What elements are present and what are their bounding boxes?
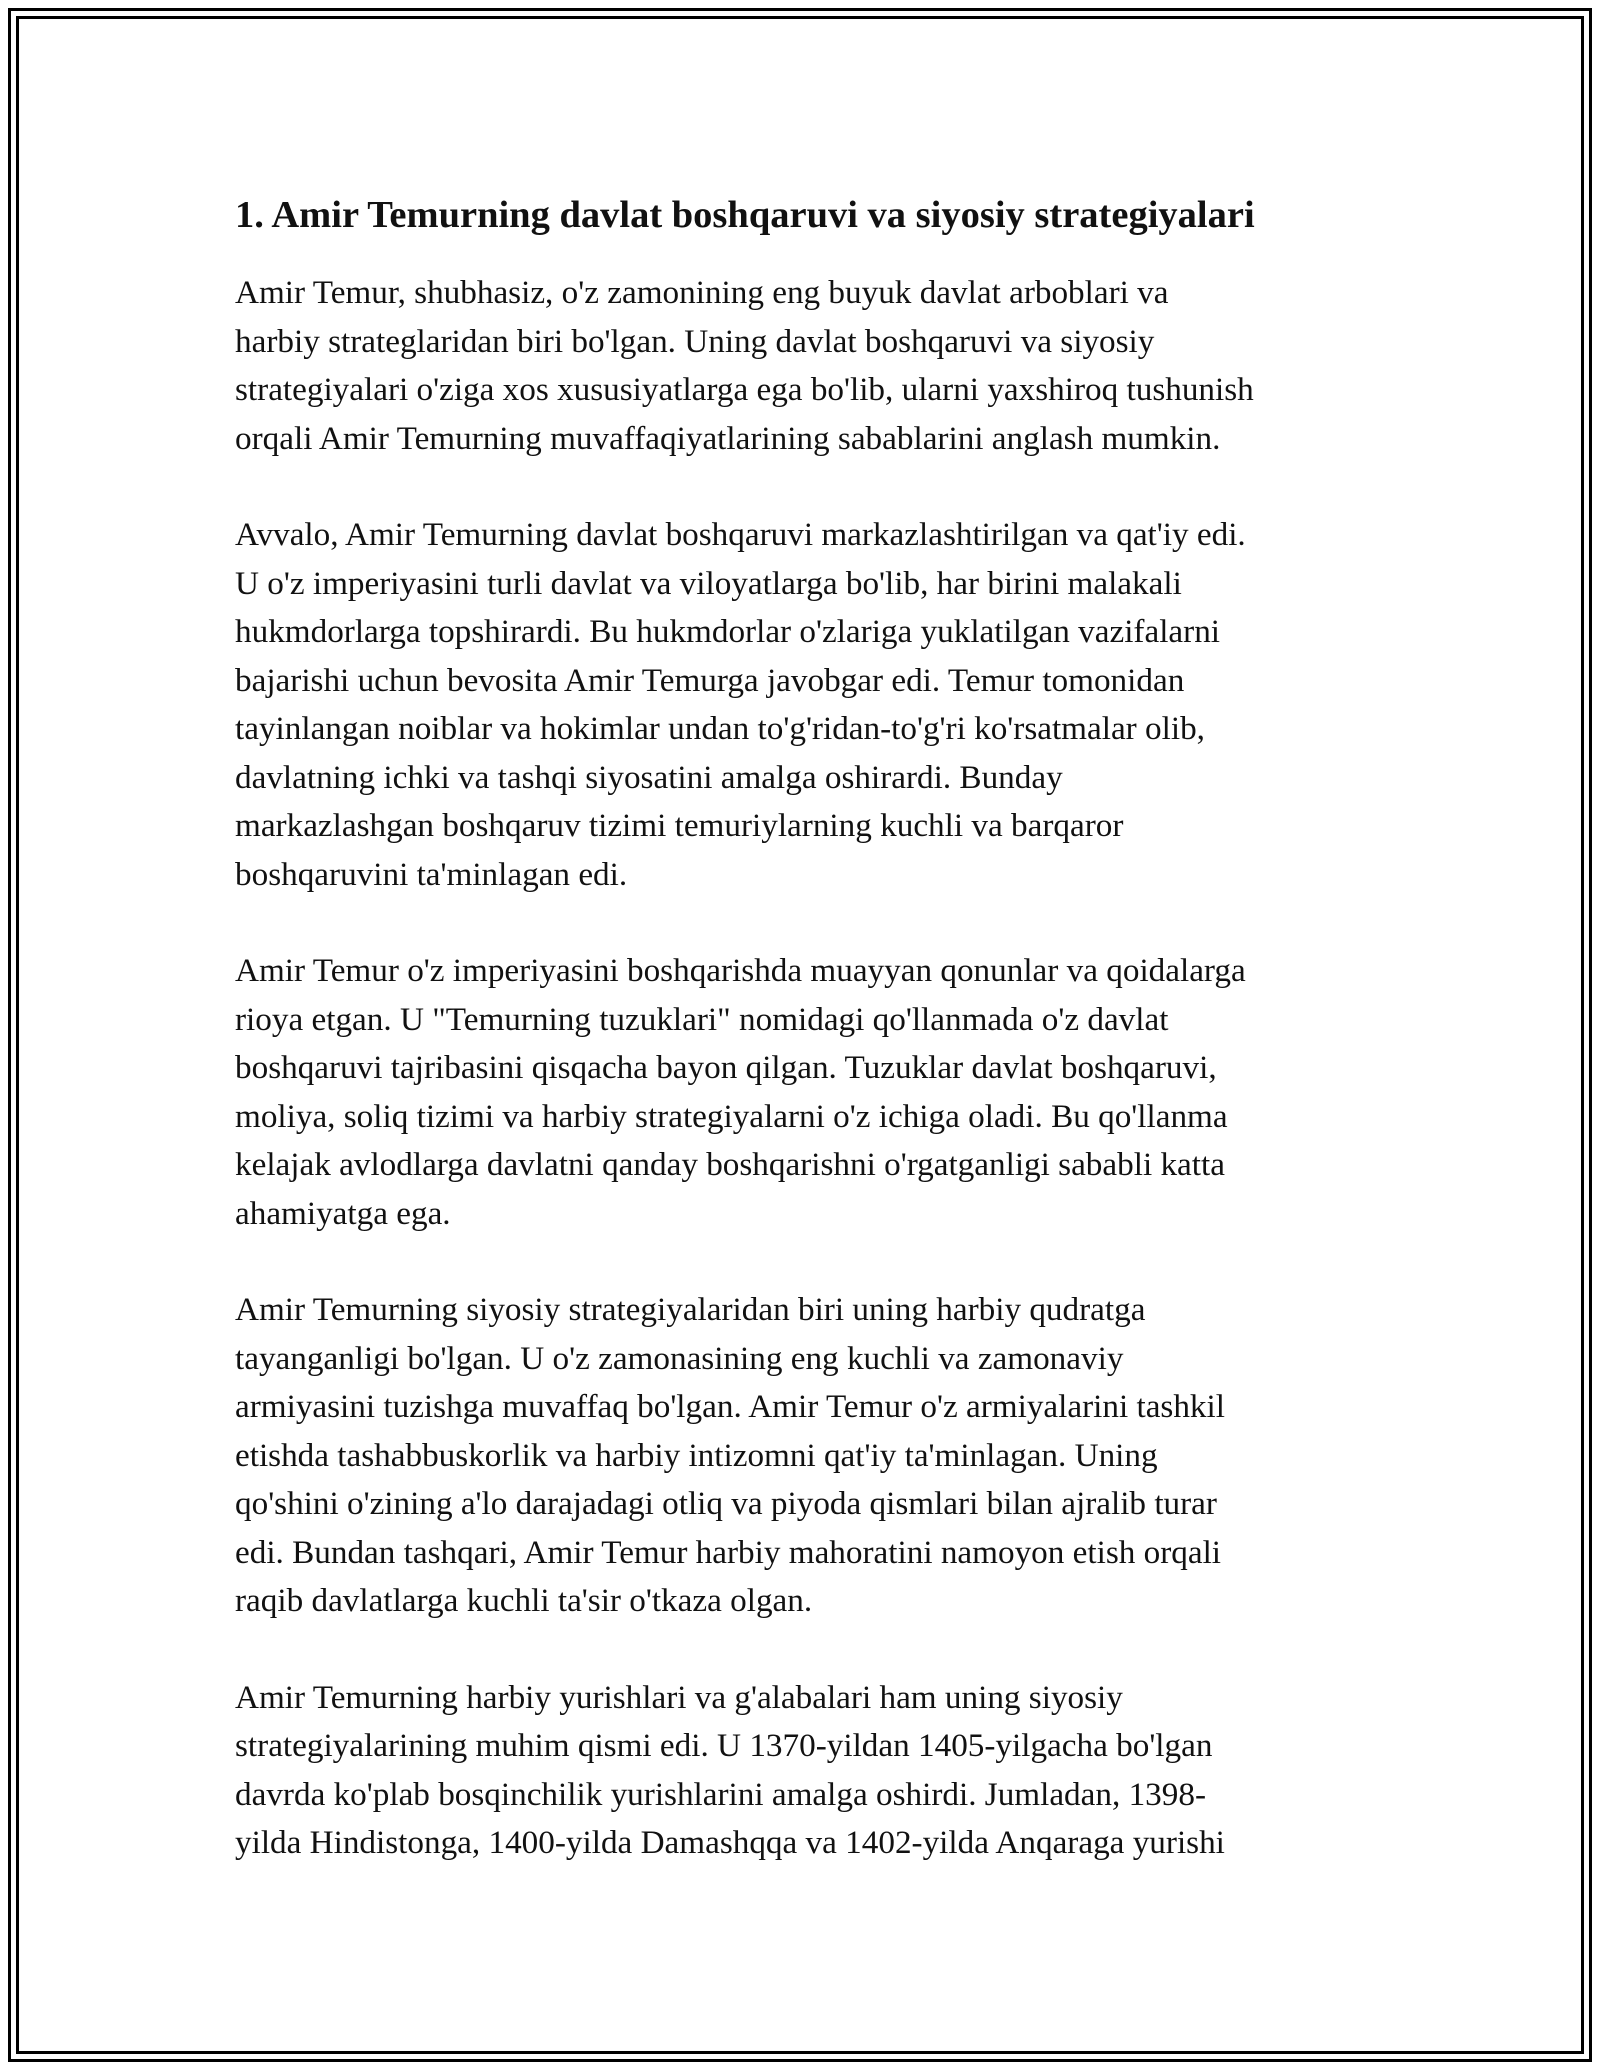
- section-title: 1. Amir Temurning davlat boshqaruvi va siyosiy strategiyalari: [235, 194, 1255, 236]
- paragraph-line: kelajak avlodlarga davlatni qanday boshqarishni o'rgatganligi sababli katta: [235, 1146, 1225, 1183]
- paragraph-line: ahamiyatga ega.: [235, 1194, 451, 1232]
- paragraph-line: edi. Bundan tashqari, Amir Temur harbiy mahoratini namoyon etish orqali: [235, 1533, 1222, 1571]
- paragraph-4: [235, 1286, 1370, 1626]
- paragraph-5: [235, 1674, 1370, 1868]
- paragraph-1: [235, 269, 1370, 463]
- paragraph-line: U o'z imperiyasini turli davlat va viloyatlarga bo'lib, har birini malakali: [235, 564, 1182, 602]
- document-body: [235, 185, 1370, 1916]
- paragraph-line: orqali Amir Temurning muvaffaqiyatlarining sabablarini anglash mumkin.: [235, 419, 1221, 457]
- paragraph-2: [235, 511, 1370, 899]
- paragraph-line: boshqaruvi tajribasini qisqacha bayon qilgan. Tuzuklar davlat boshqaruvi,: [235, 1049, 1217, 1086]
- paragraph-line: etishda tashabbuskorlik va harbiy intizomni qat'iy ta'minlagan. Uning: [235, 1436, 1158, 1474]
- paragraph-line: qo'shini o'zining a'lo darajadagi otliq va piyoda qismlari bilan ajralib turar: [235, 1485, 1217, 1522]
- paragraph-line: raqib davlatlarga kuchli ta'sir o'tkaza olgan.: [235, 1582, 813, 1619]
- paragraph-line: Amir Temurning siyosiy strategiyalaridan biri uning harbiy qudratga: [235, 1291, 1146, 1328]
- paragraph-line: armiyasini tuzishga muvaffaq bo'lgan. Amir Temur o'z armiyalarini tashkil: [235, 1388, 1225, 1425]
- paragraph-line: boshqaruvini ta'minlagan edi.: [235, 855, 628, 893]
- paragraph-line: Amir Temurning harbiy yurishlari va g'alabalari ham uning siyosiy: [235, 1678, 1123, 1716]
- paragraph-line: davrda ko'plab bosqinchilik yurishlarini amalga oshirdi. Jumladan, 1398-: [235, 1775, 1206, 1813]
- paragraph-line: tayanganligi bo'lgan. U o'z zamonasining eng kuchli va zamonaviy: [235, 1339, 1124, 1377]
- paragraph-line: markazlashgan boshqaruv tizimi temuriylarning kuchli va barqaror: [235, 807, 1124, 844]
- paragraph-line: strategiyalari o'ziga xos xususiyatlarga ega bo'lib, ularni yaxshiroq tushunish: [235, 371, 1254, 408]
- paragraph-line: yilda Hindistonga, 1400-yilda Damashqqa va 1402-yilda Anqaraga yurishi: [235, 1824, 1225, 1861]
- paragraph-line: Amir Temur o'z imperiyasini boshqarishda muayyan qonunlar va qoidalarga: [235, 952, 1246, 989]
- paragraph-line: hukmdorlarga topshirardi. Bu hukmdorlar o'zlariga yuklatilgan vazifalarni: [235, 613, 1221, 650]
- paragraph-line: Avvalo, Amir Temurning davlat boshqaruvi markazlashtirilgan va qat'iy edi.: [235, 516, 1246, 553]
- paragraph-line: bajarishi uchun bevosita Amir Temurga javobgar edi. Temur tomonidan: [235, 661, 1185, 699]
- paragraph-line: tayinlangan noiblar va hokimlar undan to'g'ridan-to'g'ri ko'rsatmalar olib,: [235, 710, 1205, 747]
- paragraph-line: Amir Temur, shubhasiz, o'z zamonining eng buyuk davlat arboblari va: [235, 274, 1169, 311]
- paragraph-line: rioya etgan. U "Temurning tuzuklari" nomidagi qo'llanmada o'z davlat: [235, 1000, 1169, 1038]
- paragraph-line: strategiyalarining muhim qismi edi. U 1370-yildan 1405-yilgacha bo'lgan: [235, 1727, 1213, 1764]
- paragraph-line: davlatning ichki va tashqi siyosatini amalga oshirardi. Bunday: [235, 758, 1063, 796]
- paragraph-line: moliya, soliq tizimi va harbiy strategiyalarni o'z ichiga oladi. Bu qo'llanma: [235, 1097, 1228, 1135]
- paragraph-line: harbiy strateglaridan biri bo'lgan. Uning davlat boshqaruvi va siyosiy: [235, 322, 1155, 360]
- paragraph-3: [235, 947, 1370, 1238]
